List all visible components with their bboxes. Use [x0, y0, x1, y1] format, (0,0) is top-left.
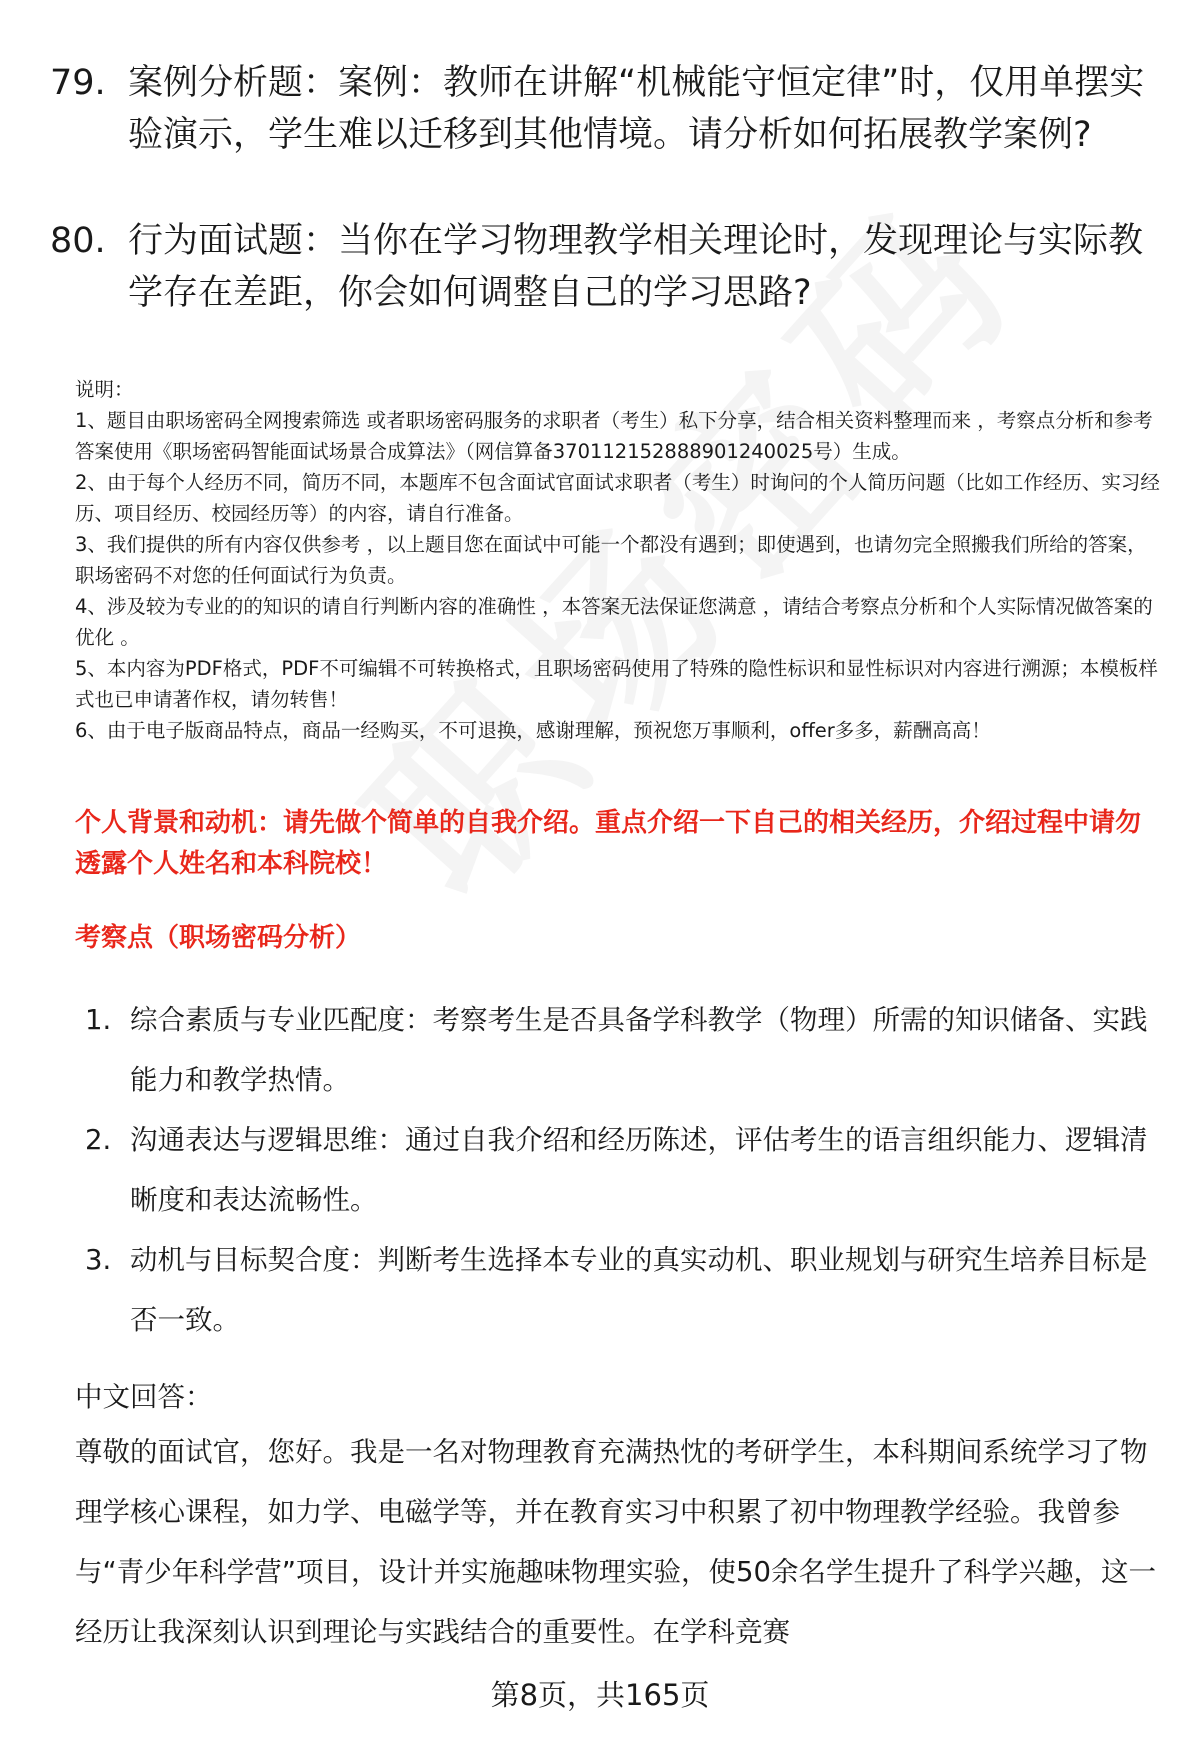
- question-80: [50, 215, 1160, 319]
- analysis-heading: 考察点（职场密码分析）: [75, 923, 362, 953]
- question-text: 行为面试题：当你在学习物理教学相关理论时，发现理论与实际教学存在差距，你会如何调整自己的学习思路?: [128, 221, 1144, 313]
- question-79: [50, 57, 1160, 161]
- point-text: 动机与目标契合度：判断考生选择本专业的真实动机、职业规划与研究生培养目标是否一致。: [130, 1244, 1148, 1336]
- point-number: 2.: [85, 1124, 112, 1156]
- point-text: 沟通表达与逻辑思维：通过自我介绍和经历陈述，评估考生的语言组织能力、逻辑清晰度和表达流畅性。: [130, 1124, 1148, 1216]
- notes-title: 说明：: [75, 378, 134, 401]
- list-item: [85, 1230, 1160, 1350]
- answer-text: 尊敬的面试官，您好。我是一名对物理教育充满热忱的考研学生，本科期间系统学习了物理学核心课程，如力学、电磁学等，并在教育实习中积累了初中物理教学经验。我曾参与“青少年科学营”项目，设计并实施趣味物理实验，使50余名学生提升了科学兴趣，这一经历让我深刻认识到理论与实践结合的重要性。在学科竞赛: [75, 1436, 1156, 1648]
- list-item: [85, 1110, 1160, 1230]
- answer-label: 中文回答：: [75, 1381, 213, 1413]
- note-item: 6、由于电子版商品特点，商品一经购买，不可退换，感谢理解，预祝您万事顺利，offer多多，薪酬高高！: [75, 719, 991, 742]
- note-item: 4、涉及较为专业的的知识的请自行判断内容的准确性 ，本答案无法保证您满意 ，请结合考察点分析和个人实际情况做答案的优化 。: [75, 595, 1153, 649]
- section-heading: 个人背景和动机：请先做个简单的自我介绍。重点介绍一下自己的相关经历，介绍过程中请勿透露个人姓名和本科院校！: [75, 808, 1142, 879]
- notes-block: [75, 374, 1160, 746]
- point-text: 综合素质与专业匹配度：考察考生是否具备学科教学（物理）所需的知识储备、实践能力和教学热情。: [130, 1004, 1148, 1096]
- point-number: 3.: [85, 1244, 112, 1276]
- analysis-points-list: [85, 990, 1160, 1350]
- question-text: 案例分析题：案例：教师在讲解“机械能守恒定律”时，仅用单摆实验演示，学生难以迁移到其他情境。请分析如何拓展教学案例?: [128, 63, 1145, 155]
- note-item: 3、我们提供的所有内容仅供参考 ，以上题目您在面试中可能一个都没有遇到；即使遇到，也请勿完全照搬我们所给的答案，职场密码不对您的任何面试行为负责。: [75, 533, 1147, 587]
- list-item: [85, 990, 1160, 1110]
- note-item: 1、题目由职场密码全网搜索筛选 或者职场密码服务的求职者（考生）私下分享，结合相关资料整理而来 ，考察点分析和参考答案使用《职场密码智能面试场景合成算法》（网信算备370112152888901240025号）生成。: [75, 409, 1153, 463]
- note-item: 5、本内容为PDF格式，PDF不可编辑不可转换格式，且职场密码使用了特殊的隐性标识和显性标识对内容进行溯源；本模板样式也已申请著作权，请勿转售！: [75, 657, 1158, 711]
- note-item: 2、由于每个人经历不同，简历不同，本题库不包含面试官面试求职者（考生）时询问的个人简历问题（比如工作经历、实习经历、项目经历、校园经历等）的内容，请自行准备。: [75, 471, 1160, 525]
- question-number: 79.: [50, 63, 106, 103]
- point-number: 1.: [85, 1004, 112, 1036]
- page-number: 第8页，共165页: [490, 1678, 710, 1712]
- question-number: 80.: [50, 221, 106, 261]
